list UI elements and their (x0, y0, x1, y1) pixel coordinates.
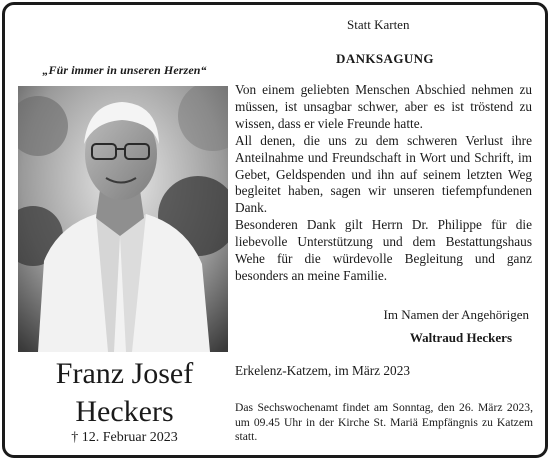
mass-note (235, 401, 533, 445)
portrait-photo (18, 86, 228, 352)
signature-name: Waltraud Heckers (409, 330, 512, 345)
deceased-name (18, 355, 231, 431)
portrait-image (18, 86, 228, 352)
name-line-1: Franz Josef (55, 357, 194, 390)
signature-line: Im Namen der Angehörigen (383, 307, 529, 322)
statt-karten: Statt Karten (347, 17, 410, 32)
paragraph-1: Von einem geliebten Menschen Abschied nehmen zu müssen, ist unsagbar schwer, aber es ist tröstend zu wissen, dass er viele Freunde hatte. (235, 82, 532, 131)
name-line-2: Heckers (75, 395, 174, 428)
danksagung-title: DANKSAGUNG (336, 51, 434, 66)
obituary-card (2, 2, 548, 458)
place-date: Erkelenz-Katzem, im März 2023 (235, 363, 411, 378)
death-date: † 12. Februar 2023 (71, 430, 178, 445)
mass-note-text: Das Sechswochenamt findet am Sonntag, den 26. März 2023, um 09.45 Uhr in der Kirche St. Mariä Empfängnis zu Katzem statt. (235, 401, 533, 444)
thanks-text (235, 82, 532, 285)
paragraph-2: All denen, die uns zu dem schweren Verlust ihre Anteilnahme und Freundschaft in Wort und Schrift, im Gebet, Geldspenden und ihn auf seinem letzten Weg begleitet haben, sagen wir unseren tiefempfundenen Dank. (235, 132, 532, 216)
motto: „Für immer in unseren Herzen“ (42, 63, 207, 77)
paragraph-3: Besonderen Dank gilt Herrn Dr. Philippe für die liebevolle Unterstützung und dem Bestattungshaus Wehe für die würdevolle Begleitung und ganz besonders an meine Familie. (235, 217, 532, 283)
